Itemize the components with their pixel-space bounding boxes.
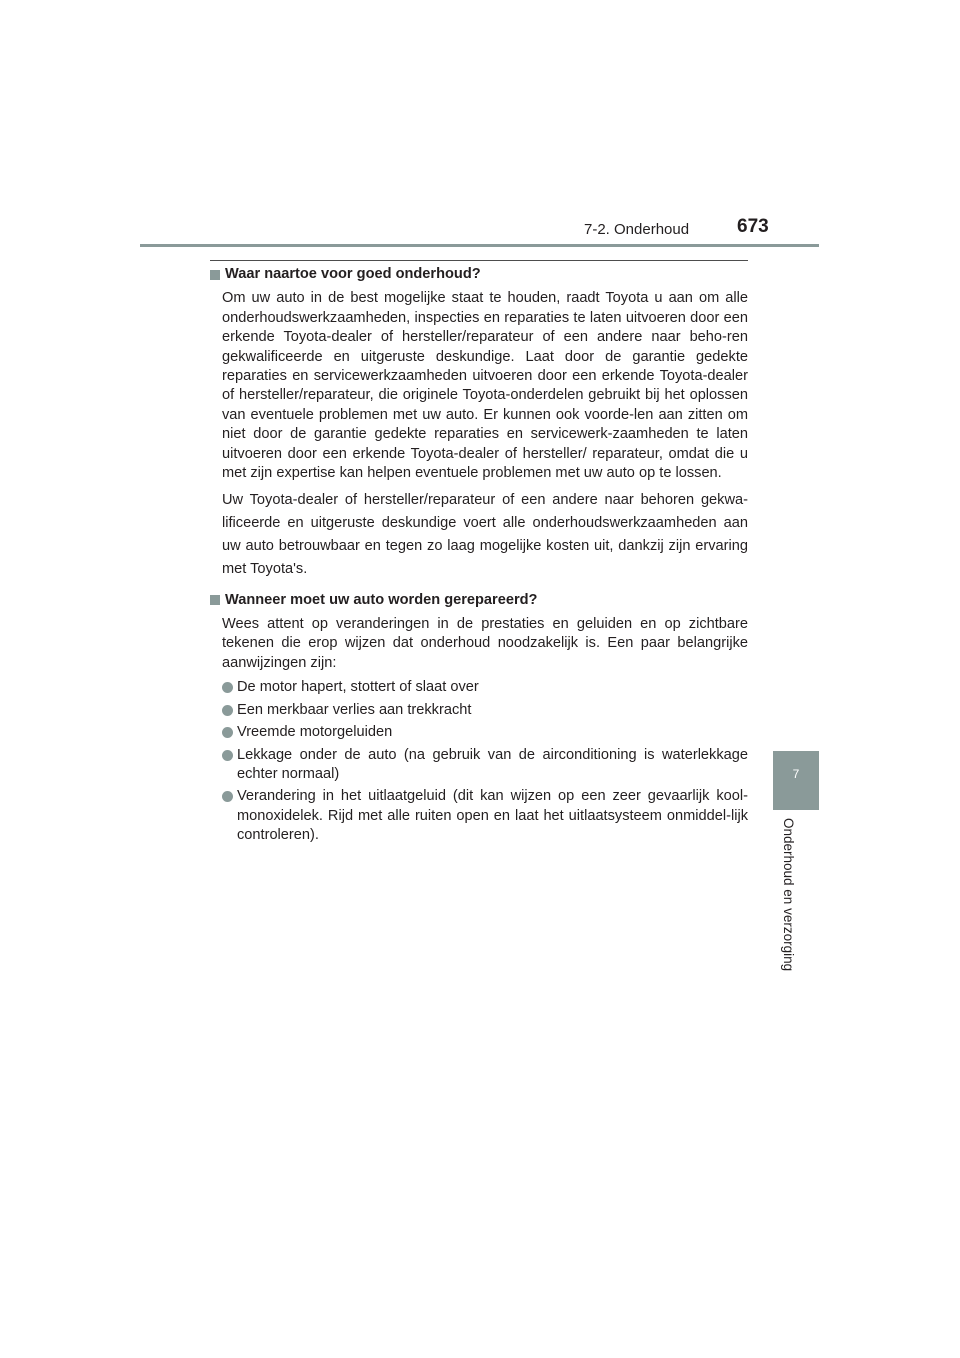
list-item: De motor hapert, stottert of slaat over: [222, 678, 748, 697]
section-title: Waar naartoe voor goed onderhoud?: [225, 266, 481, 282]
page-number: 673: [737, 216, 769, 237]
list-item: Verandering in het uitlaatgeluid (dit kan wijzen op een zeer gevaarlijk kool-monoxidelek. Rijd met alle ruiten open en laat het uitlaatsysteem onmiddel-lijk controleren).: [222, 787, 748, 845]
chapter-title: Onderhoud en verzorging: [781, 818, 796, 972]
round-bullet-icon: [222, 791, 233, 802]
running-header-section: 7-2. Onderhoud: [584, 221, 690, 238]
round-bullet-icon: [222, 705, 233, 716]
paragraph: Uw Toyota-dealer of hersteller/reparateur of een andere naar behoren gekwa-lificeerde en uitgeruste deskundige voert alle onderhoudswerkzaamheden aan uw auto betrouwbaar en tegen zo laag mogelijke kosten uit, dankzij zijn ervaring met Toyota's.: [222, 492, 748, 577]
paragraph: Wees attent op veranderingen in de prestaties en geluiden en op zichtbare tekenen die erop wijzen dat onderhoud noodzakelijk is. Een paar belangrijke aanwijzingen zijn:: [222, 616, 748, 671]
section-title: Wanneer moet uw auto worden gerepareerd?: [225, 591, 538, 608]
paragraph: Om uw auto in de best mogelijke staat te houden, raadt Toyota u aan om alle onderhoudswerkzaamheden, inspecties en reparaties te laten uitvoeren door een erkende Toyota-dealer of hersteller/reparateur of een andere naar beho-ren gekwalificeerde en uitgeruste deskundige. Laat door de garantie gedekte reparaties en servicewerkzaamheden uitvoeren door een erkende Toyota-dealer of hersteller/reparateur, die originele Toyota-onderdelen gebruikt bij het oplossen van eventuele problemen met uw auto. Er kunnen ook voorde-len aan zitten om niet door de garantie gedekte reparaties en servicewerk-zaamheden te laten uitvoeren door een erkende Toyota-dealer of hersteller/ reparateur, omdat die u met zijn expertise kan helpen eventuele problemen met uw auto op te lossen.: [222, 290, 748, 482]
symptom-list: [222, 678, 748, 845]
chapter-tab: [773, 751, 819, 810]
list-item: Vreemde motorgeluiden: [222, 723, 748, 742]
round-bullet-icon: [222, 727, 233, 738]
section-heading-where-maintenance: [210, 265, 748, 284]
content-divider: [210, 260, 748, 261]
round-bullet-icon: [222, 750, 233, 761]
round-bullet-icon: [222, 682, 233, 693]
page-content: [210, 265, 748, 849]
square-bullet-icon: [210, 595, 220, 605]
list-item: Een merkbaar verlies aan trekkracht: [222, 701, 748, 720]
section-heading-when-repair: [210, 591, 748, 610]
list-item: Lekkage onder de auto (na gebruik van de airconditioning is waterlekkage echter normaal): [222, 746, 748, 785]
header-divider: [140, 244, 819, 247]
chapter-number: 7: [792, 767, 800, 781]
square-bullet-icon: [210, 270, 220, 280]
